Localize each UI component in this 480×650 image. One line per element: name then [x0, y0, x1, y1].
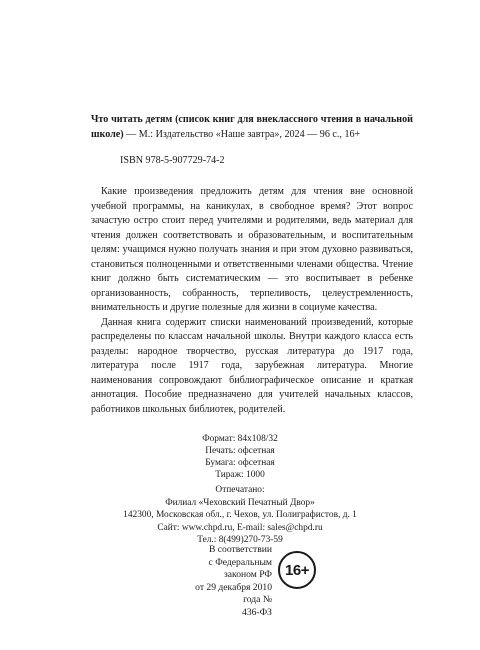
spec-paper: Бумага: офсетная	[205, 458, 275, 468]
printing-house-info	[0, 484, 480, 547]
printing-house-name: Филиал «Чеховский Печатный Двор»	[165, 497, 315, 508]
spec-circulation: Тираж: 1000	[215, 470, 265, 480]
isbn: ISBN 978-5-907729-74-2	[120, 155, 225, 166]
law-notice-line: 436-ФЗ	[242, 606, 272, 618]
bibliographic-record	[91, 112, 413, 142]
age-rating-badge: 16+	[278, 551, 316, 589]
printed-heading: Отпечатано:	[215, 485, 265, 495]
law-notice	[178, 544, 272, 619]
printing-house-phone: Тел.: 8(499)270-73-59	[197, 535, 283, 545]
law-notice-line: с Федеральным законом РФ	[208, 556, 272, 580]
annotation-paragraph-2: Данная книга содержит списки наименований произведений, которые распределены по классам начальной школы. Внутри каждого класса есть разделы: народное творчество, русская литература до 1917 года, литература после 1917 года, зарубежная литература. Многие наименования сопровождают библиографическое описание и краткая аннотация. Пособие предназначено для учителей начальных классов, работников школьных библиотек, родителей.	[91, 316, 413, 415]
book-title: Что читать детям (список книг для внеклассного чтения в начальной школе)	[91, 114, 413, 140]
printing-house-contacts: Сайт: www.chpd.ru, E-mail: sales@chpd.ru	[157, 522, 323, 533]
printing-house-address: 142300, Московская обл., г. Чехов, ул. Полиграфистов, д. 1	[123, 510, 357, 520]
law-notice-line: В соответствии	[208, 544, 272, 555]
print-specifications	[0, 433, 480, 481]
publication-details: — М.: Издательство «Наше завтра», 2024 — 96 с., 16+	[123, 129, 361, 140]
spec-format: Формат: 84х108/32	[202, 434, 278, 444]
annotation	[91, 185, 413, 417]
annotation-paragraph-1: Какие произведения предложить детям для чтения вне основной учебной программы, на каникулах, в свободное время? Этот вопрос зачастую остро стоит перед учителями и родителями, ведь материал для чтения должен соответствовать и образовательным, и воспитательным целям: учащимся нужно получать знания и при этом духовно развиваться, становиться полноценными и ответственными членами общества. Чтение книг должно быть систематическим — это воспитывает в ребенке организованность, собранность, терпеливость, целеустремленность, внимательность и другие полезные для жизни в социуме качества.	[91, 186, 413, 313]
law-notice-line: от 29 декабря 2010 года №	[195, 581, 272, 605]
spec-print: Печать: офсетная	[205, 446, 275, 456]
